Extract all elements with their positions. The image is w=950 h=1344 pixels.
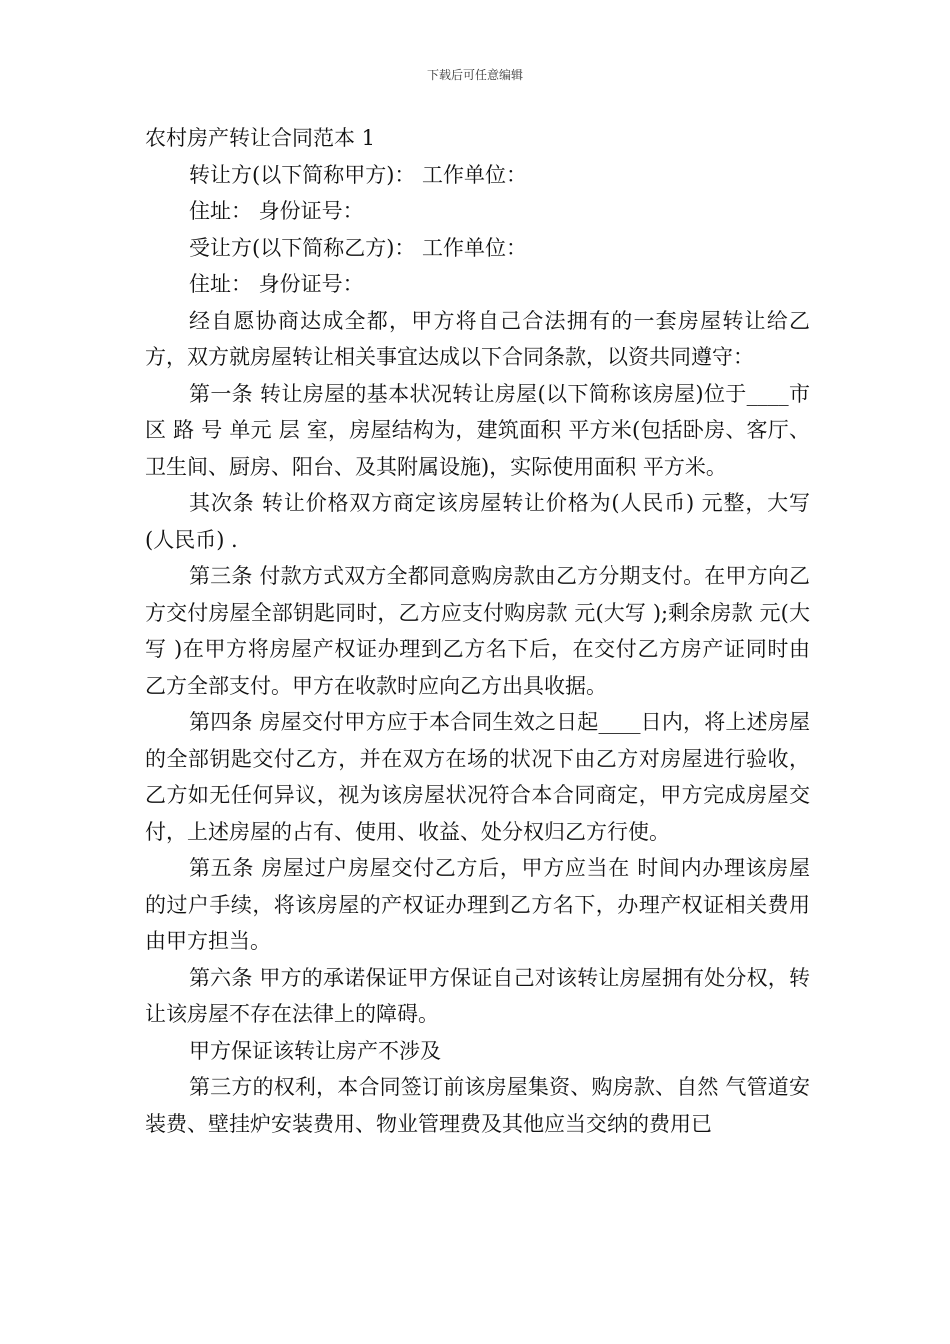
document-title: 农村房产转让合同范本 1	[145, 126, 376, 150]
paragraph-transferor: 转让方(以下简称甲方)： 工作单位：	[189, 162, 528, 187]
paragraph-transferor-address: 住址： 身份证号：	[189, 199, 364, 223]
paragraph-guarantee: 甲方保证该转让房产不涉及	[189, 1038, 441, 1063]
document-body	[145, 120, 810, 1142]
paragraph-article-4: 第四条 房屋交付甲方应于本合同生效之日起____日内，将上述房屋的全部钥匙交付乙方，并在双方在场的状况下由乙方对房屋进行验收，乙方如无任何异议，视为该房屋状况符合本合同商定，甲方完成房屋交付，上述房屋的占有、使用、收益、处分权归乙方行使。	[145, 710, 810, 844]
page-header-note: 下载后可任意编辑	[426, 68, 523, 82]
paragraph-transferee-address: 住址： 身份证号：	[189, 272, 364, 296]
paragraph-preamble: 经自愿协商达成全都，甲方将自己合法拥有的一套房屋转让给乙方，双方就房屋转让相关事宜达成以下合同条款，以资共同遵守：	[145, 308, 810, 369]
paragraph-transferee: 受让方(以下简称乙方)： 工作单位：	[189, 235, 528, 260]
paragraph-article-1: 第一条 转让房屋的基本状况转让房屋(以下简称该房屋)位于____市 区 路 号 单元 层 室，房屋结构为，建筑面积 平方米(包括卧房、客厅、卫生间、厨房、阳台、及其附属设施)，实际使用面积 平方米。	[145, 381, 810, 479]
paragraph-article-6: 第六条 甲方的承诺保证甲方保证自己对该转让房屋拥有处分权，转让该房屋不存在法律上的障碍。	[145, 965, 810, 1026]
paragraph-article-3: 第三条 付款方式双方全都同意购房款由乙方分期支付。在甲方向乙方交付房屋全部钥匙同时，乙方应支付购房款 元(大写 );剩余房款 元(大写 )在甲方将房屋产权证办理到乙方名下后，在交付乙方房产证同时由乙方全部支付。甲方在收款时应向乙方出具收据。	[145, 564, 810, 698]
paragraph-article-5: 第五条 房屋过户房屋交付乙方后，甲方应当在 时间内办理该房屋的过户手续，将该房屋的产权证办理到乙方名下，办理产权证相关费用由甲方担当。	[145, 856, 810, 953]
paragraph-third-party: 第三方的权利，本合同签订前该房屋集资、购房款、自然 气管道安装费、壁挂炉安装费用、物业管理费及其他应当交纳的费用已	[145, 1075, 810, 1136]
paragraph-article-2: 其次条 转让价格双方商定该房屋转让价格为(人民币) 元整，大写(人民币) .	[145, 491, 810, 552]
